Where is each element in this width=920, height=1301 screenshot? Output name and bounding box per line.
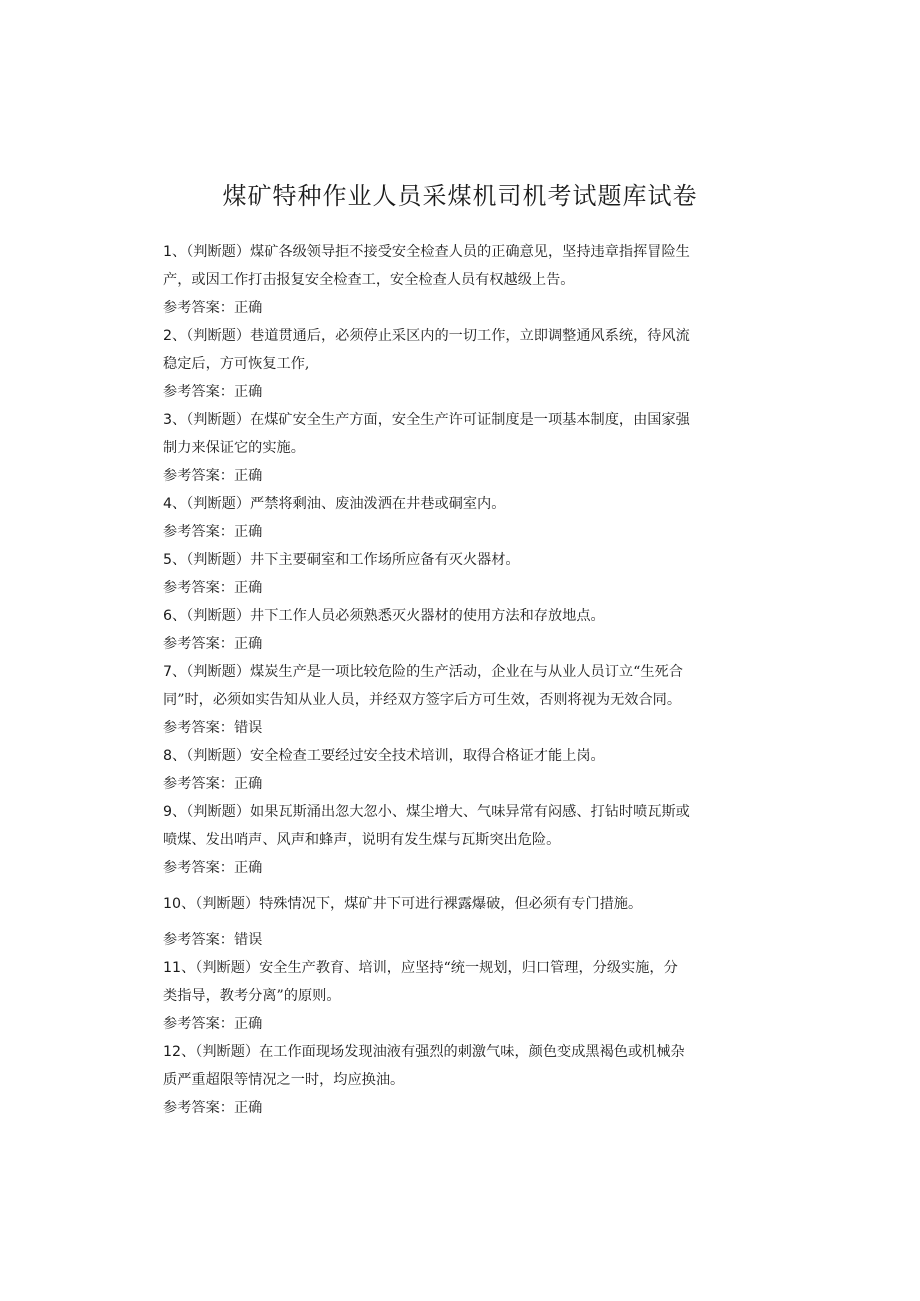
question-text-continued: 质严重超限等情况之一时，均应换油。 bbox=[163, 1072, 405, 1088]
reference-answer: 参考答案：错误 bbox=[163, 720, 263, 736]
question-number: 10 bbox=[163, 896, 182, 912]
question-number: 3 bbox=[163, 412, 173, 428]
question-text: 、（判断题）煤矿各级领导拒不接受安全检查人员的正确意见，坚持违章指挥冒险生 bbox=[172, 244, 690, 260]
question-item bbox=[163, 658, 748, 742]
reference-answer: 参考答案：正确 bbox=[163, 776, 263, 792]
question-item bbox=[163, 322, 748, 406]
question-text: 、（判断题）安全检查工要经过安全技术培训，取得合格证才能上岗。 bbox=[172, 748, 605, 764]
question-number: 8 bbox=[163, 748, 173, 764]
question-text: 、（判断题）如果瓦斯涌出忽大忽小、煤尘增大、气味异常有闷感、打钻时喷瓦斯或 bbox=[172, 804, 690, 820]
reference-answer: 参考答案：正确 bbox=[163, 1016, 263, 1032]
question-item bbox=[163, 798, 748, 882]
question-item bbox=[163, 406, 748, 490]
question-line bbox=[163, 406, 748, 434]
question-text-continued: 制力来保证它的实施。 bbox=[163, 440, 305, 456]
question-line bbox=[163, 322, 748, 350]
question-line bbox=[163, 798, 748, 826]
question-number: 5 bbox=[163, 552, 173, 568]
reference-answer: 参考答案：错误 bbox=[163, 932, 263, 948]
question-line bbox=[163, 238, 748, 266]
question-item bbox=[163, 602, 748, 658]
reference-answer: 参考答案：正确 bbox=[163, 580, 263, 596]
page-title: 煤矿特种作业人员采煤机司机考试题库试卷 bbox=[222, 182, 698, 210]
question-item bbox=[163, 954, 748, 1038]
question-text: 、（判断题）在煤矿安全生产方面，安全生产许可证制度是一项基本制度，由国家强 bbox=[172, 412, 690, 428]
question-item bbox=[163, 742, 748, 798]
question-text: 、（判断题）特殊情况下，煤矿井下可进行裸露爆破，但必须有专门措施。 bbox=[181, 896, 643, 912]
question-number: 11 bbox=[163, 960, 182, 976]
question-number: 9 bbox=[163, 804, 173, 820]
question-number: 6 bbox=[163, 608, 173, 624]
question-line bbox=[163, 658, 748, 686]
question-line bbox=[163, 890, 748, 918]
question-text-continued: 类指导，教考分离”的原则。 bbox=[163, 988, 341, 1004]
question-text: 、（判断题）井下主要硐室和工作场所应备有灭火器材。 bbox=[172, 552, 520, 568]
question-text-continued: 喷煤、发出哨声、风声和蜂声，说明有发生煤与瓦斯突出危险。 bbox=[163, 832, 561, 848]
question-text: 、（判断题）严禁将剩油、废油泼洒在井巷或硐室内。 bbox=[172, 496, 506, 512]
question-text-continued: 稳定后，方可恢复工作, bbox=[163, 356, 310, 372]
reference-answer: 参考答案：正确 bbox=[163, 468, 263, 484]
question-number: 4 bbox=[163, 496, 173, 512]
question-line bbox=[163, 546, 748, 574]
question-text: 、（判断题）在工作面现场发现油液有强烈的刺激气味，颜色变成黑褐色或机械杂 bbox=[181, 1044, 685, 1060]
reference-answer: 参考答案：正确 bbox=[163, 384, 263, 400]
question-line bbox=[163, 602, 748, 630]
reference-answer: 参考答案：正确 bbox=[163, 1100, 263, 1116]
question-text-continued: 同”时，必须如实告知从业人员，并经双方签字后方可生效，否则将视为无效合同。 bbox=[163, 692, 682, 708]
question-number: 12 bbox=[163, 1044, 182, 1060]
question-text: 、（判断题）井下工作人员必须熟悉灭火器材的使用方法和存放地点。 bbox=[172, 608, 605, 624]
question-text-continued: 产，或因工作打击报复安全检查工，安全检查人员有权越级上告。 bbox=[163, 272, 575, 288]
question-number: 1 bbox=[163, 244, 173, 260]
question-item bbox=[163, 890, 748, 954]
reference-answer: 参考答案：正确 bbox=[163, 860, 263, 876]
question-item bbox=[163, 546, 748, 602]
reference-answer: 参考答案：正确 bbox=[163, 636, 263, 652]
question-text: 、（判断题）安全生产教育、培训，应坚持“统一规划，归口管理，分级实施，分 bbox=[181, 960, 678, 976]
reference-answer: 参考答案：正确 bbox=[163, 300, 263, 316]
question-line bbox=[163, 954, 748, 982]
question-list bbox=[163, 238, 748, 1122]
question-item bbox=[163, 1038, 748, 1122]
question-text: 、（判断题）巷道贯通后，必须停止采区内的一切工作，立即调整通风系统，待风流 bbox=[172, 328, 690, 344]
question-number: 7 bbox=[163, 664, 173, 680]
question-number: 2 bbox=[163, 328, 173, 344]
question-item bbox=[163, 490, 748, 546]
question-line bbox=[163, 490, 748, 518]
question-item bbox=[163, 238, 748, 322]
question-line bbox=[163, 742, 748, 770]
question-text: 、（判断题）煤炭生产是一项比较危险的生产活动，企业在与从业人员订立“生死合 bbox=[172, 664, 683, 680]
reference-answer: 参考答案：正确 bbox=[163, 524, 263, 540]
question-line bbox=[163, 1038, 748, 1066]
